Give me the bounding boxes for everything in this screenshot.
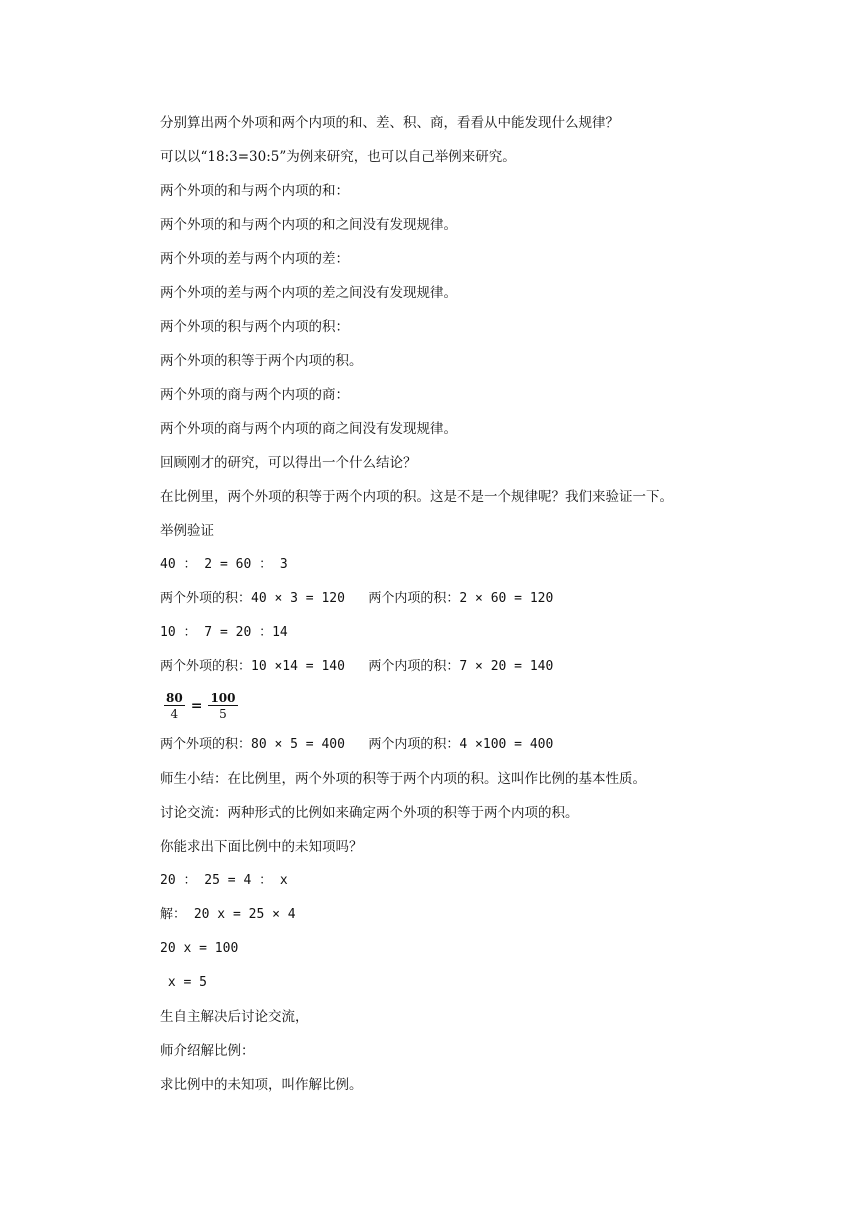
equals-sign: =: [190, 698, 203, 714]
document-body: [160, 106, 800, 1102]
paragraph: 讨论交流：两种形式的比例如来确定两个外项的积等于两个内项的积。: [160, 805, 579, 821]
right-denominator: 5: [219, 706, 227, 721]
left-fraction: [164, 691, 185, 722]
paragraph: 你能求出下面比例中的未知项吗？: [160, 839, 363, 855]
solution-step: x = 5: [160, 975, 207, 990]
product-check: 两个外项的积：80 × 5 = 400 两个内项的积：4 ×100 = 400: [160, 737, 554, 752]
paragraph: 师生小结：在比例里，两个外项的积等于两个内项的积。这叫作比例的基本性质。: [160, 771, 646, 787]
paragraph: 求比例中的未知项，叫作解比例。: [160, 1077, 363, 1093]
paragraph: 分别算出两个外项和两个内项的和、差、积、商，看看从中能发现什么规律？: [160, 115, 619, 131]
paragraph: 师介绍解比例：: [160, 1043, 255, 1059]
paragraph: 在比例里，两个外项的积等于两个内项的积。这是不是一个规律呢？我们来验证一下。: [160, 489, 673, 505]
proportion-equation: 10 ： 7 = 20 ：14: [160, 625, 288, 640]
paragraph: 两个外项的差与两个内项的差：: [160, 251, 349, 267]
right-fraction: [208, 691, 237, 722]
section-heading: 举例验证: [160, 523, 214, 539]
paragraph: 两个外项的商与两个内项的商之间没有发现规律。: [160, 421, 457, 437]
fraction-proportion: [160, 684, 800, 728]
paragraph: 两个外项的积与两个内项的积：: [160, 319, 349, 335]
paragraph: 两个外项的商与两个内项的商：: [160, 387, 349, 403]
solution-step: 解： 20 x = 25 × 4: [160, 907, 296, 922]
paragraph: 两个外项的积等于两个内项的积。: [160, 353, 363, 369]
product-check: 两个外项的积：40 × 3 = 120 两个内项的积：2 × 60 = 120: [160, 591, 554, 606]
paragraph: 生自主解决后讨论交流，: [160, 1009, 309, 1025]
left-numerator: 80: [166, 690, 183, 705]
proportion-equation: 40 ： 2 = 60 ： 3: [160, 557, 288, 572]
proportion-equation: 20 ： 25 = 4 ： x: [160, 873, 288, 888]
paragraph: 可以以“18:3=30:5”为例来研究，也可以自己举例来研究。: [160, 149, 516, 165]
solution-step: 20 x = 100: [160, 941, 239, 956]
paragraph: 两个外项的和与两个内项的和之间没有发现规律。: [160, 217, 457, 233]
left-denominator: 4: [170, 706, 179, 721]
product-check: 两个外项的积：10 ×14 = 140 两个内项的积：7 × 20 = 140: [160, 659, 554, 674]
paragraph: 两个外项的和与两个内项的和：: [160, 183, 349, 199]
paragraph: 回顾刚才的研究，可以得出一个什么结论？: [160, 455, 417, 471]
right-numerator: 100: [210, 690, 236, 705]
paragraph: 两个外项的差与两个内项的差之间没有发现规律。: [160, 285, 457, 301]
